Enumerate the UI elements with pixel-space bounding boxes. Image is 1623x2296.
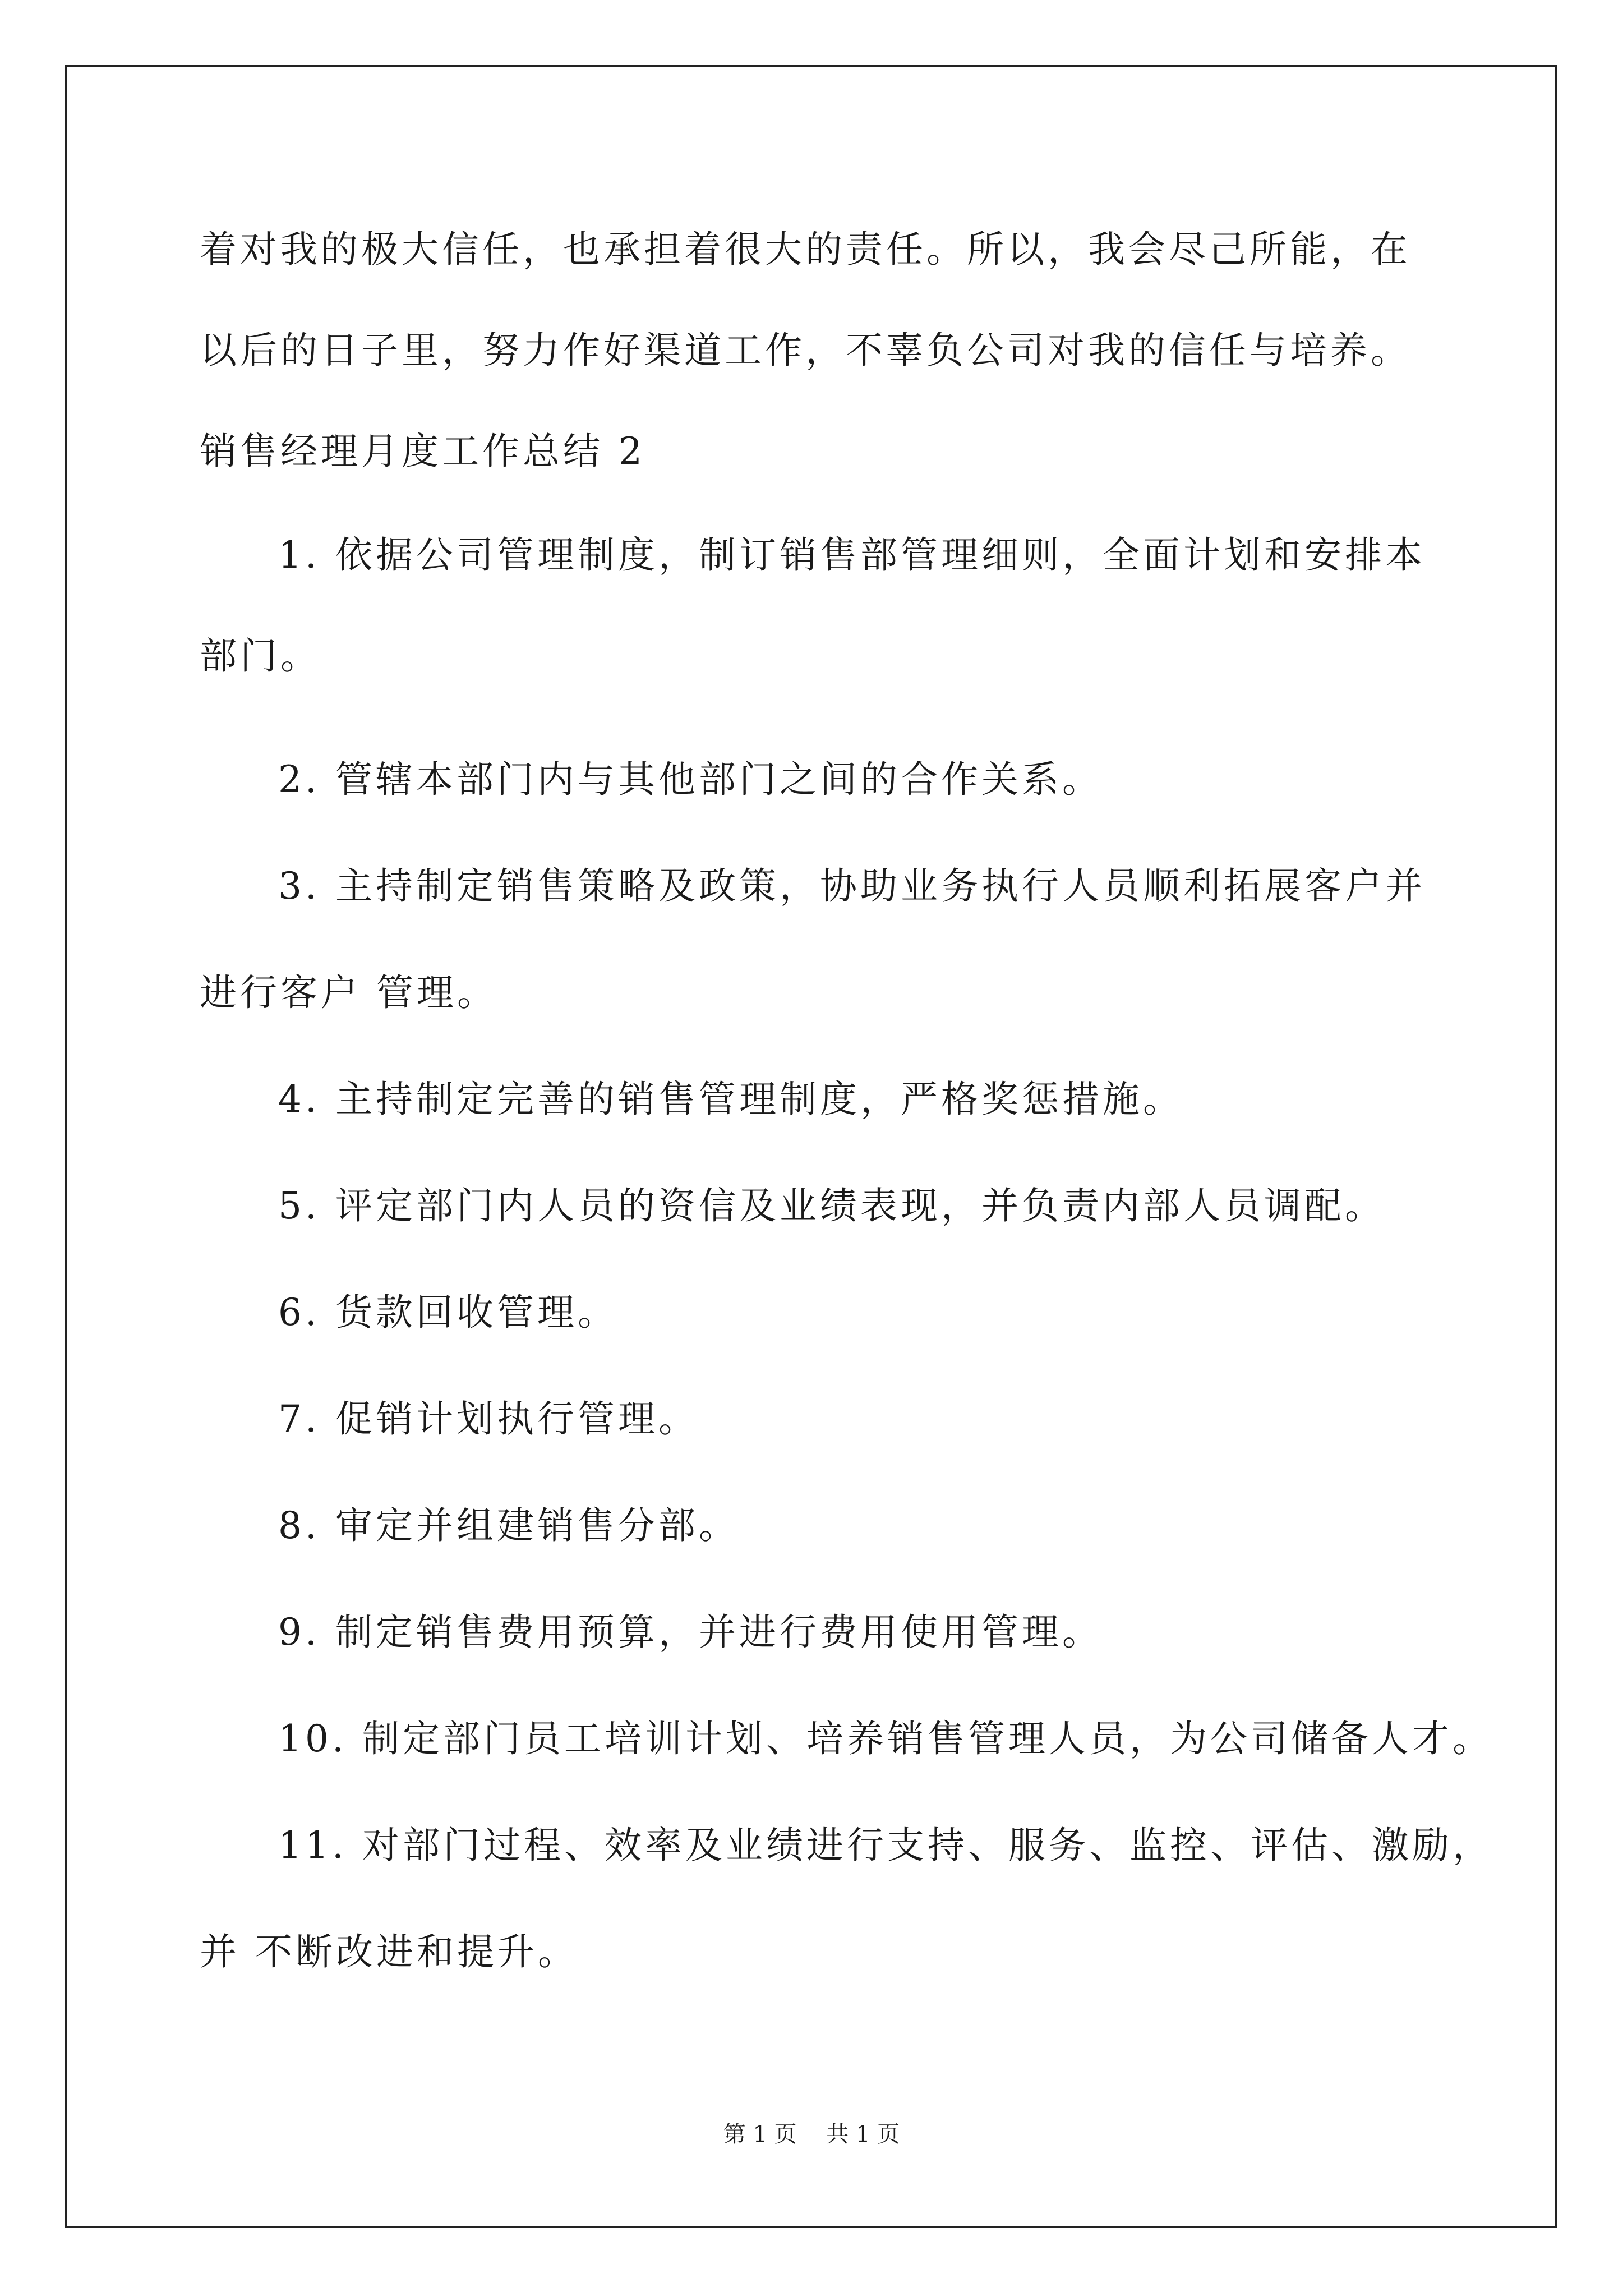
page-footer xyxy=(0,2120,1623,2148)
list-item-2: 2. 管辖本部门内与其他部门之间的合作关系。 xyxy=(278,758,1103,801)
section-title: 销售经理月度工作总结 2 xyxy=(200,430,645,473)
list-item-11-line-2: 并 不断改进和提升。 xyxy=(200,1930,578,1973)
list-item-4: 4. 主持制定完善的销售管理制度，严格奖惩措施。 xyxy=(278,1078,1183,1121)
list-item-1-line-1: 1. 依据公司管理制度，制订销售部管理细则，全面计划和安排本 xyxy=(278,533,1426,577)
paragraph-line: 着对我的极大信任，也承担着很大的责任。所以，我会尽己所能，在 xyxy=(200,228,1411,271)
list-item-5: 5. 评定部门内人员的资信及业绩表现，并负责内部人员调配。 xyxy=(278,1184,1385,1227)
list-item-10: 10. 制定部门员工培训计划、培养销售管理人员，为公司储备人才。 xyxy=(278,1717,1493,1760)
list-item-3-line-2: 进行客户 管理。 xyxy=(200,971,497,1014)
list-item-11-line-1: 11. 对部门过程、效率及业绩进行支持、服务、监控、评估、激励， xyxy=(278,1824,1493,1867)
list-item-6: 6. 货款回收管理。 xyxy=(278,1291,618,1334)
list-item-3-line-1: 3. 主持制定销售策略及政策，协助业务执行人员顺利拓展客户并 xyxy=(278,864,1426,908)
page-total: 共 1 页 xyxy=(826,2122,900,2147)
list-item-8: 8. 审定并组建销售分部。 xyxy=(278,1504,739,1547)
list-item-7: 7. 促销计划执行管理。 xyxy=(278,1397,699,1441)
page-border xyxy=(65,65,1557,2228)
list-item-9: 9. 制定销售费用预算，并进行费用使用管理。 xyxy=(278,1611,1103,1654)
paragraph-line: 以后的日子里，努力作好渠道工作，不辜负公司对我的信任与培养。 xyxy=(200,329,1411,372)
list-item-1-line-2: 部门。 xyxy=(200,634,321,678)
page-number: 第 1 页 xyxy=(723,2122,797,2147)
